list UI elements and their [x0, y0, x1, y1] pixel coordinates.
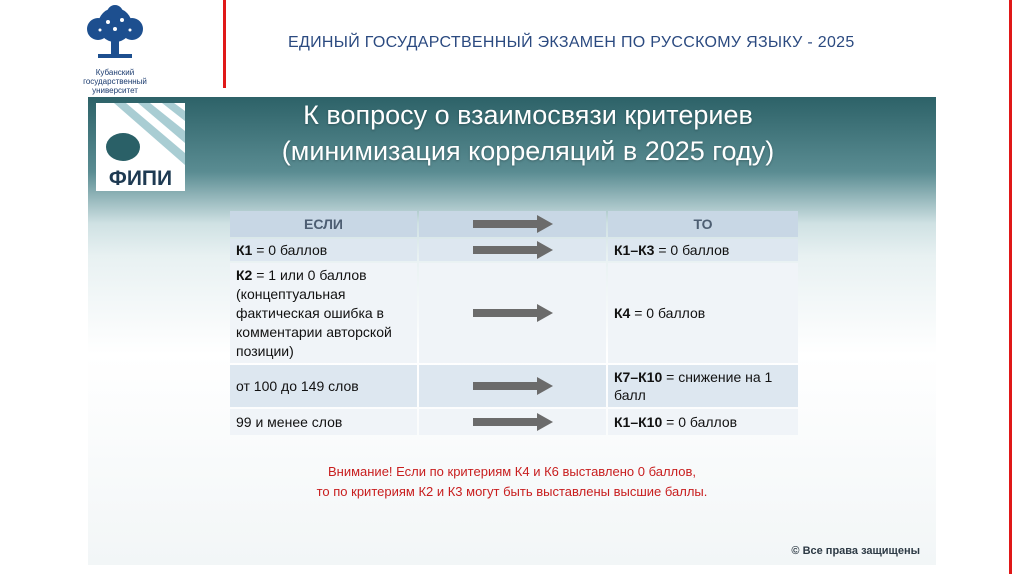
cell-arrow [419, 409, 606, 435]
table-header-row [230, 211, 798, 237]
slide-image [88, 97, 936, 565]
cell-then: К7–К10 = снижение на 1 балл [608, 365, 798, 407]
arrow-right-icon [473, 215, 553, 233]
university-name: Кубанский государственный университет [83, 68, 147, 95]
arrow-right-icon [473, 241, 553, 259]
slide-title-line2: (минимизация корреляций в 2025 году) [281, 136, 775, 166]
table-row [230, 409, 798, 435]
right-edge-line [1009, 0, 1012, 574]
table-row [230, 239, 798, 261]
arrow-right-icon [473, 413, 553, 431]
cell-if: от 100 до 149 слов [230, 365, 417, 407]
criteria-table [228, 209, 800, 437]
header-if: ЕСЛИ [230, 211, 417, 237]
table-row [230, 365, 798, 407]
cell-then: К1–К3 = 0 баллов [608, 239, 798, 261]
arrow-right-icon [473, 377, 553, 395]
header-divider-line [223, 0, 226, 88]
cell-if: К1 = 0 баллов [230, 239, 417, 261]
copyright-note: © Все права защищены [791, 545, 920, 557]
cell-arrow [419, 365, 606, 407]
fipi-logo [96, 103, 185, 191]
tree-emblem-icon [80, 5, 150, 67]
header-arrow [419, 211, 606, 237]
fipi-emblem-icon [96, 103, 185, 167]
warning-line2: то по критериям К2 и К3 могут быть выставлены высшие баллы. [316, 484, 708, 499]
cell-if: 99 и менее слов [230, 409, 417, 435]
cell-arrow [419, 239, 606, 261]
fipi-label: ФИПИ [96, 167, 185, 191]
cell-then: К1–К10 = 0 баллов [608, 409, 798, 435]
page-title: ЕДИНЫЙ ГОСУДАРСТВЕННЫЙ ЭКЗАМЕН ПО РУССКОМУ ЯЗЫКУ - 2025 [288, 34, 855, 51]
table-row [230, 263, 798, 363]
arrow-right-icon [473, 304, 553, 322]
header-then: ТО [608, 211, 798, 237]
cell-then: К4 = 0 баллов [608, 263, 798, 363]
warning-line1: Внимание! Если по критериям К4 и К6 выставлено 0 баллов, [327, 464, 697, 479]
kubsu-logo [70, 5, 160, 95]
cell-if: К2 = 1 или 0 баллов (концептуальная фактическая ошибка в комментарии авторской позиции) [230, 263, 417, 363]
cell-arrow [419, 263, 606, 363]
slide-title-line1: К вопросу о взаимосвязи критериев [303, 100, 753, 130]
slide-title [228, 97, 828, 169]
